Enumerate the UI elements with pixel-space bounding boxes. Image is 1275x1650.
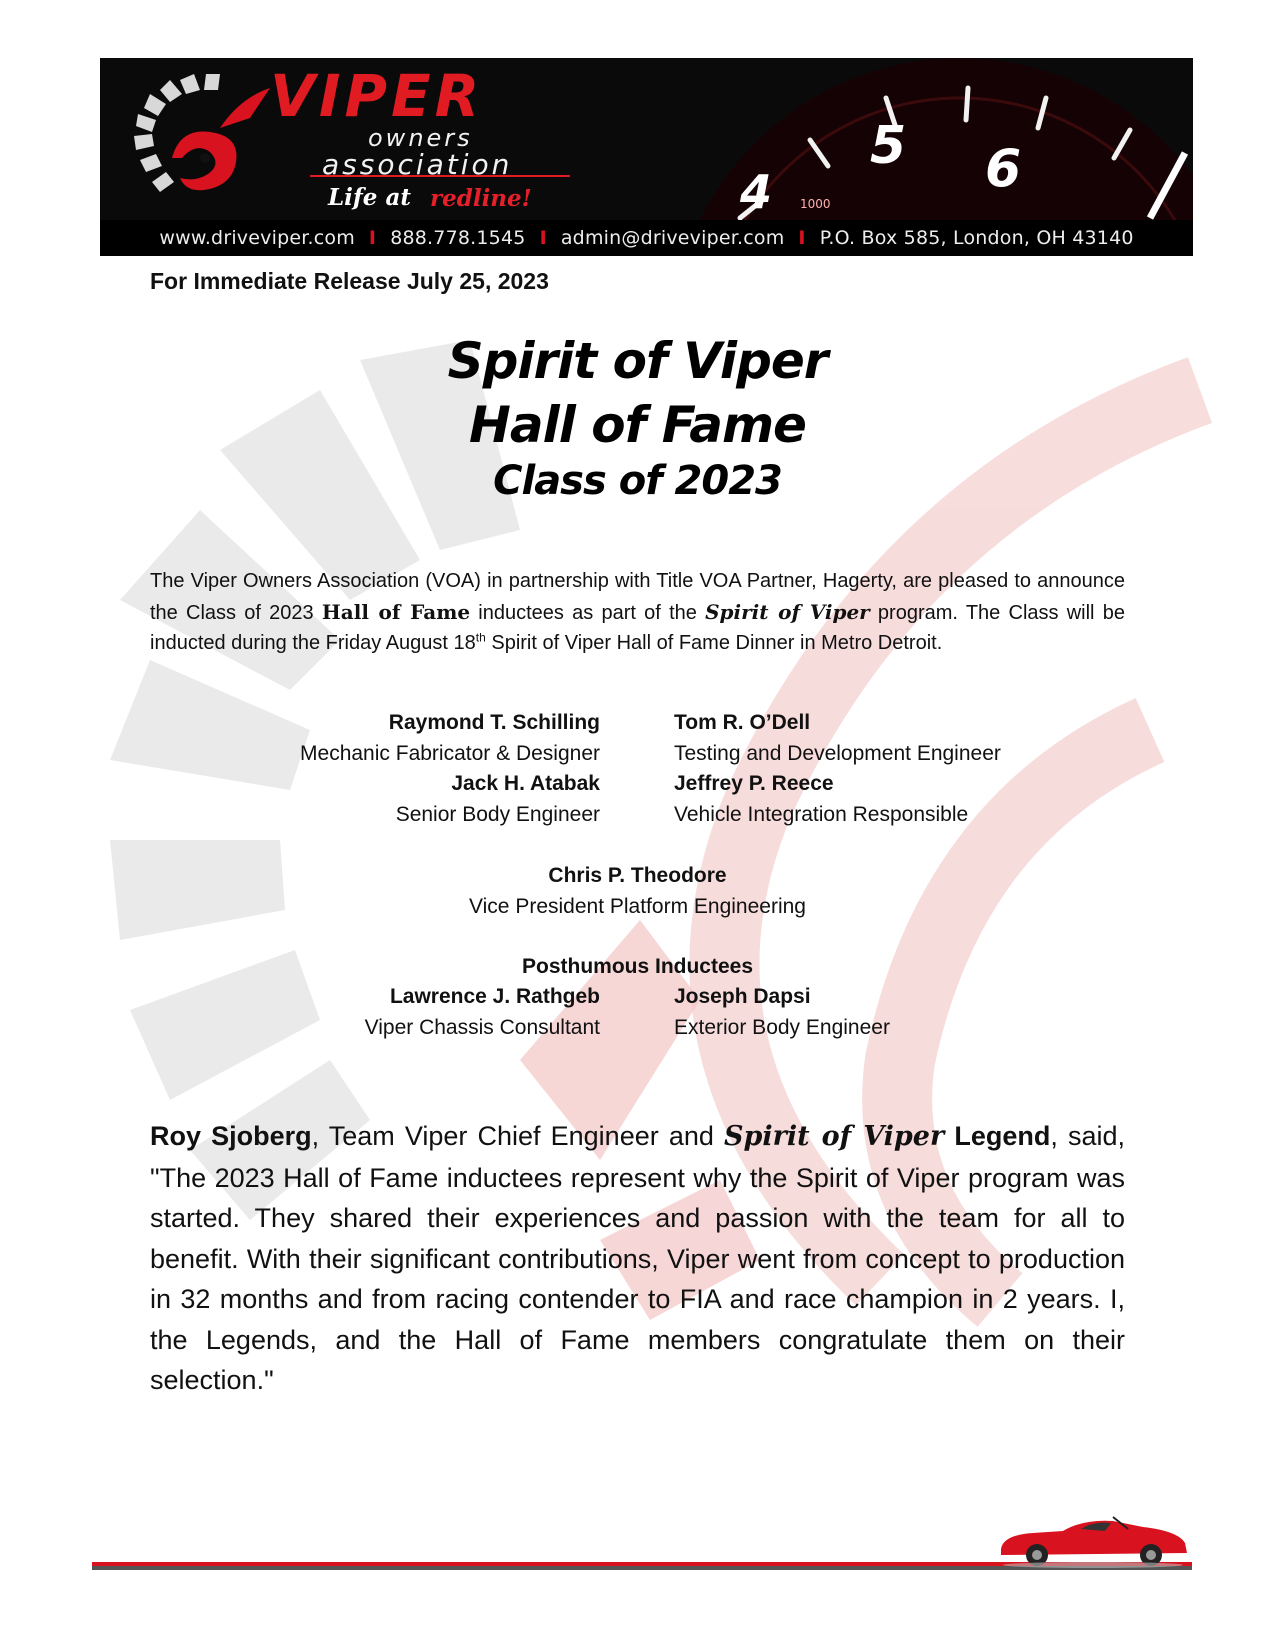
brand-owners-text: owners <box>368 124 473 152</box>
contact-website[interactable]: www.driveviper.com <box>159 227 355 249</box>
contact-email[interactable]: admin@driveviper.com <box>560 227 785 249</box>
gauge-number-4: 4 <box>740 165 773 219</box>
inductee-role: Vice President Platform Engineering <box>469 894 806 918</box>
quote-paragraph: Roy Sjoberg, Team Viper Chief Engineer and Spirit of Viper Legend, said, "The 2023 Hall of Fame inductees represent why the Spirit of Viper program was started. They shared their experiences and passion with the team for all to benefit. With their significant contributions, Viper went from concept to production in 32 months and from racing contender to FIA and race champion in 2 years. I, the Legends, and the Hall of Fame members congratulate them on their selection." <box>150 1121 1125 1395</box>
gauge-number-5: 5 <box>870 116 907 176</box>
contact-phone[interactable]: 888.778.1545 <box>390 227 526 249</box>
header-banner <box>100 58 1193 256</box>
banner-artwork <box>100 58 1193 220</box>
title-line-3: Class of 2023 <box>493 458 782 504</box>
quote-speaker: Roy Sjoberg <box>150 1121 312 1151</box>
title-line-2: Hall of Fame <box>469 396 806 454</box>
inductee-role: Testing and Development Engineer <box>674 741 1001 765</box>
posthumous-heading: Posthumous Inductees <box>521 955 754 978</box>
spirit-of-viper-emphasis: Spirit of Viper <box>705 599 870 624</box>
brand-viper-wordmark <box>270 62 483 130</box>
legend-emphasis: Legend <box>954 1121 1051 1151</box>
contact-separator: I <box>539 227 547 249</box>
inductee-name: Tom R. O’Dell <box>674 711 811 734</box>
spirit-of-viper-emphasis: Spirit of Viper <box>723 1121 945 1152</box>
contact-separator: I <box>368 227 377 249</box>
inductee-left-column <box>300 708 600 830</box>
posthumous-right-column <box>674 982 890 1043</box>
inductee-role: Senior Body Engineer <box>395 802 600 826</box>
tagline-text: Life at <box>328 184 411 211</box>
inductee-name: Jeffrey P. Reece <box>674 772 834 795</box>
inductee-name: Joseph Dapsi <box>674 985 811 1008</box>
contact-address: P.O. Box 585, London, OH 43140 <box>819 227 1134 249</box>
gauge-number-6: 6 <box>985 139 1022 199</box>
inductee-name: Lawrence J. Rathgeb <box>389 985 600 1008</box>
title-line-1: Spirit of Viper <box>447 332 828 390</box>
red-roadster-car-icon <box>993 1505 1193 1569</box>
inductee-role: Exterior Body Engineer <box>674 1015 890 1039</box>
svg-text:VIPER: VIPER <box>270 62 484 130</box>
contact-separator: I <box>798 227 806 249</box>
hall-of-fame-emphasis: Hall of Fame <box>321 599 471 624</box>
intro-paragraph: The Viper Owners Association (VOA) in partnership with Title VOA Partner, Hagerty, are pleased to announce the Class of 2023 Hall of Fame inductees as part of the Spirit of Viper program. The Class will be inducted during the Friday August 18th Spirit of Viper Hall of Fame Dinner in Metro Detroit. <box>150 570 1125 654</box>
contact-bar <box>100 220 1193 256</box>
inductee-name: Chris P. Theodore <box>548 864 727 887</box>
tagline-accent-text: redline! <box>430 185 532 212</box>
inductee-name: Jack H. Atabak <box>451 772 600 795</box>
release-date-line: For Immediate Release July 25, 2023 <box>150 268 549 294</box>
inductee-role: Vehicle Integration Responsible <box>674 802 969 826</box>
inductee-right-column <box>674 708 1001 830</box>
inductee-center <box>0 861 1275 922</box>
posthumous-left-column <box>365 982 600 1043</box>
inductee-name: Raymond T. Schilling <box>388 711 600 734</box>
inductee-role: Viper Chassis Consultant <box>364 1015 600 1039</box>
inductee-role: Mechanic Fabricator & Designer <box>300 741 600 765</box>
gauge-small-label: 1000 <box>800 197 831 211</box>
brand-association-text: association <box>322 148 513 181</box>
